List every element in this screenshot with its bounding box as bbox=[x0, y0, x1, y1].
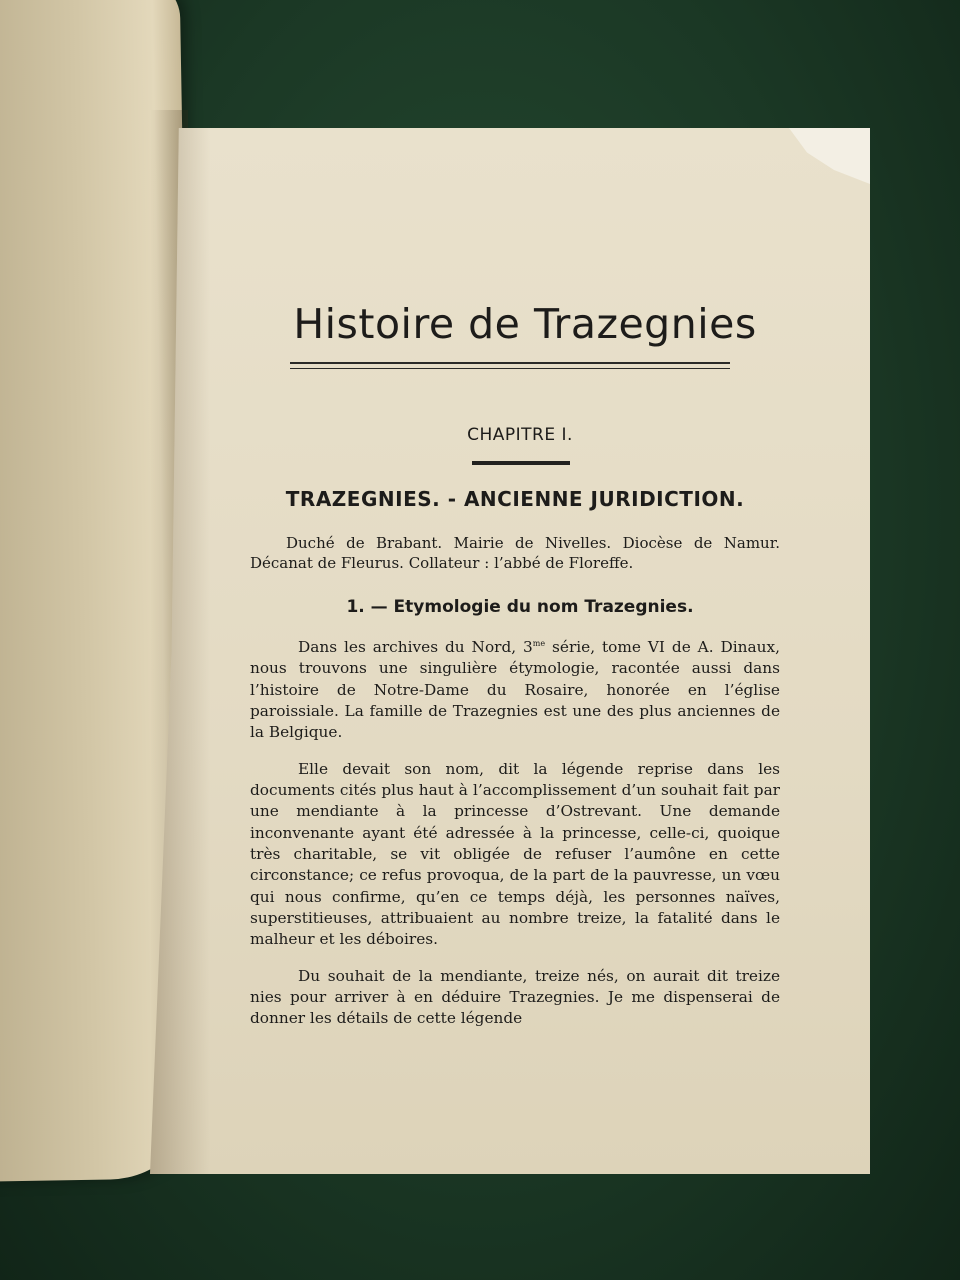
body-paragraph-3: Du souhait de la mendiante, treize nés, on aurait dit treize nies pour arriver à en déduire Trazegnies. Je me dispenserai de donner les détails de cette légende bbox=[250, 966, 780, 1028]
torn-corner bbox=[780, 128, 870, 198]
intro-paragraph: Duché de Brabant. Mairie de Nivelles. Diocèse de Namur. Décanat de Fleurus. Collateur : l’abbé de Floreffe. bbox=[250, 534, 780, 572]
body-paragraph-1 bbox=[250, 637, 780, 743]
paragraph-1-text-start: Dans les archives du Nord, 3 bbox=[298, 638, 533, 656]
page-content bbox=[250, 300, 780, 1045]
section-title: TRAZEGNIES. - ANCIENNE JURIDICTION. bbox=[285, 487, 745, 511]
superscript-me: me bbox=[532, 638, 546, 648]
title-double-rule bbox=[290, 362, 730, 369]
book-title: Histoire de Trazegnies bbox=[293, 300, 757, 348]
chapter-rule bbox=[472, 461, 570, 465]
paragraph-1-text-end: série, tome VI de A. Dinaux, nous trouvons une singulière étymologie, racontée aussi dans l’histoire de Notre-Dame du Rosaire, honorée en l’église paroissiale. La famille de Trazegnies est une des plus anciennes de la Belgique. bbox=[250, 638, 780, 742]
body-paragraph-2: Elle devait son nom, dit la légende reprise dans les documents cités plus haut à l’accomplissement d’un souhait fait par une mendiante à la princesse d’Ostrevant. Une demande inconvenante ayant été adressée à la princesse, celle-ci, quoique très charitable, se vit obligée de refuser l’aumône en cette circonstance; ce refus provoqua, de la part de la pauvresse, un vœu qui nous confirme, qu’en ce temps déjà, les personnes naïves, superstitieuses, attribuaient au nombre treize, la fatalité dans le malheur et les déboires. bbox=[250, 759, 780, 949]
chapter-heading: CHAPITRE I. bbox=[467, 425, 573, 445]
subsection-title: 1. — Etymologie du nom Trazegnies. bbox=[346, 597, 694, 617]
